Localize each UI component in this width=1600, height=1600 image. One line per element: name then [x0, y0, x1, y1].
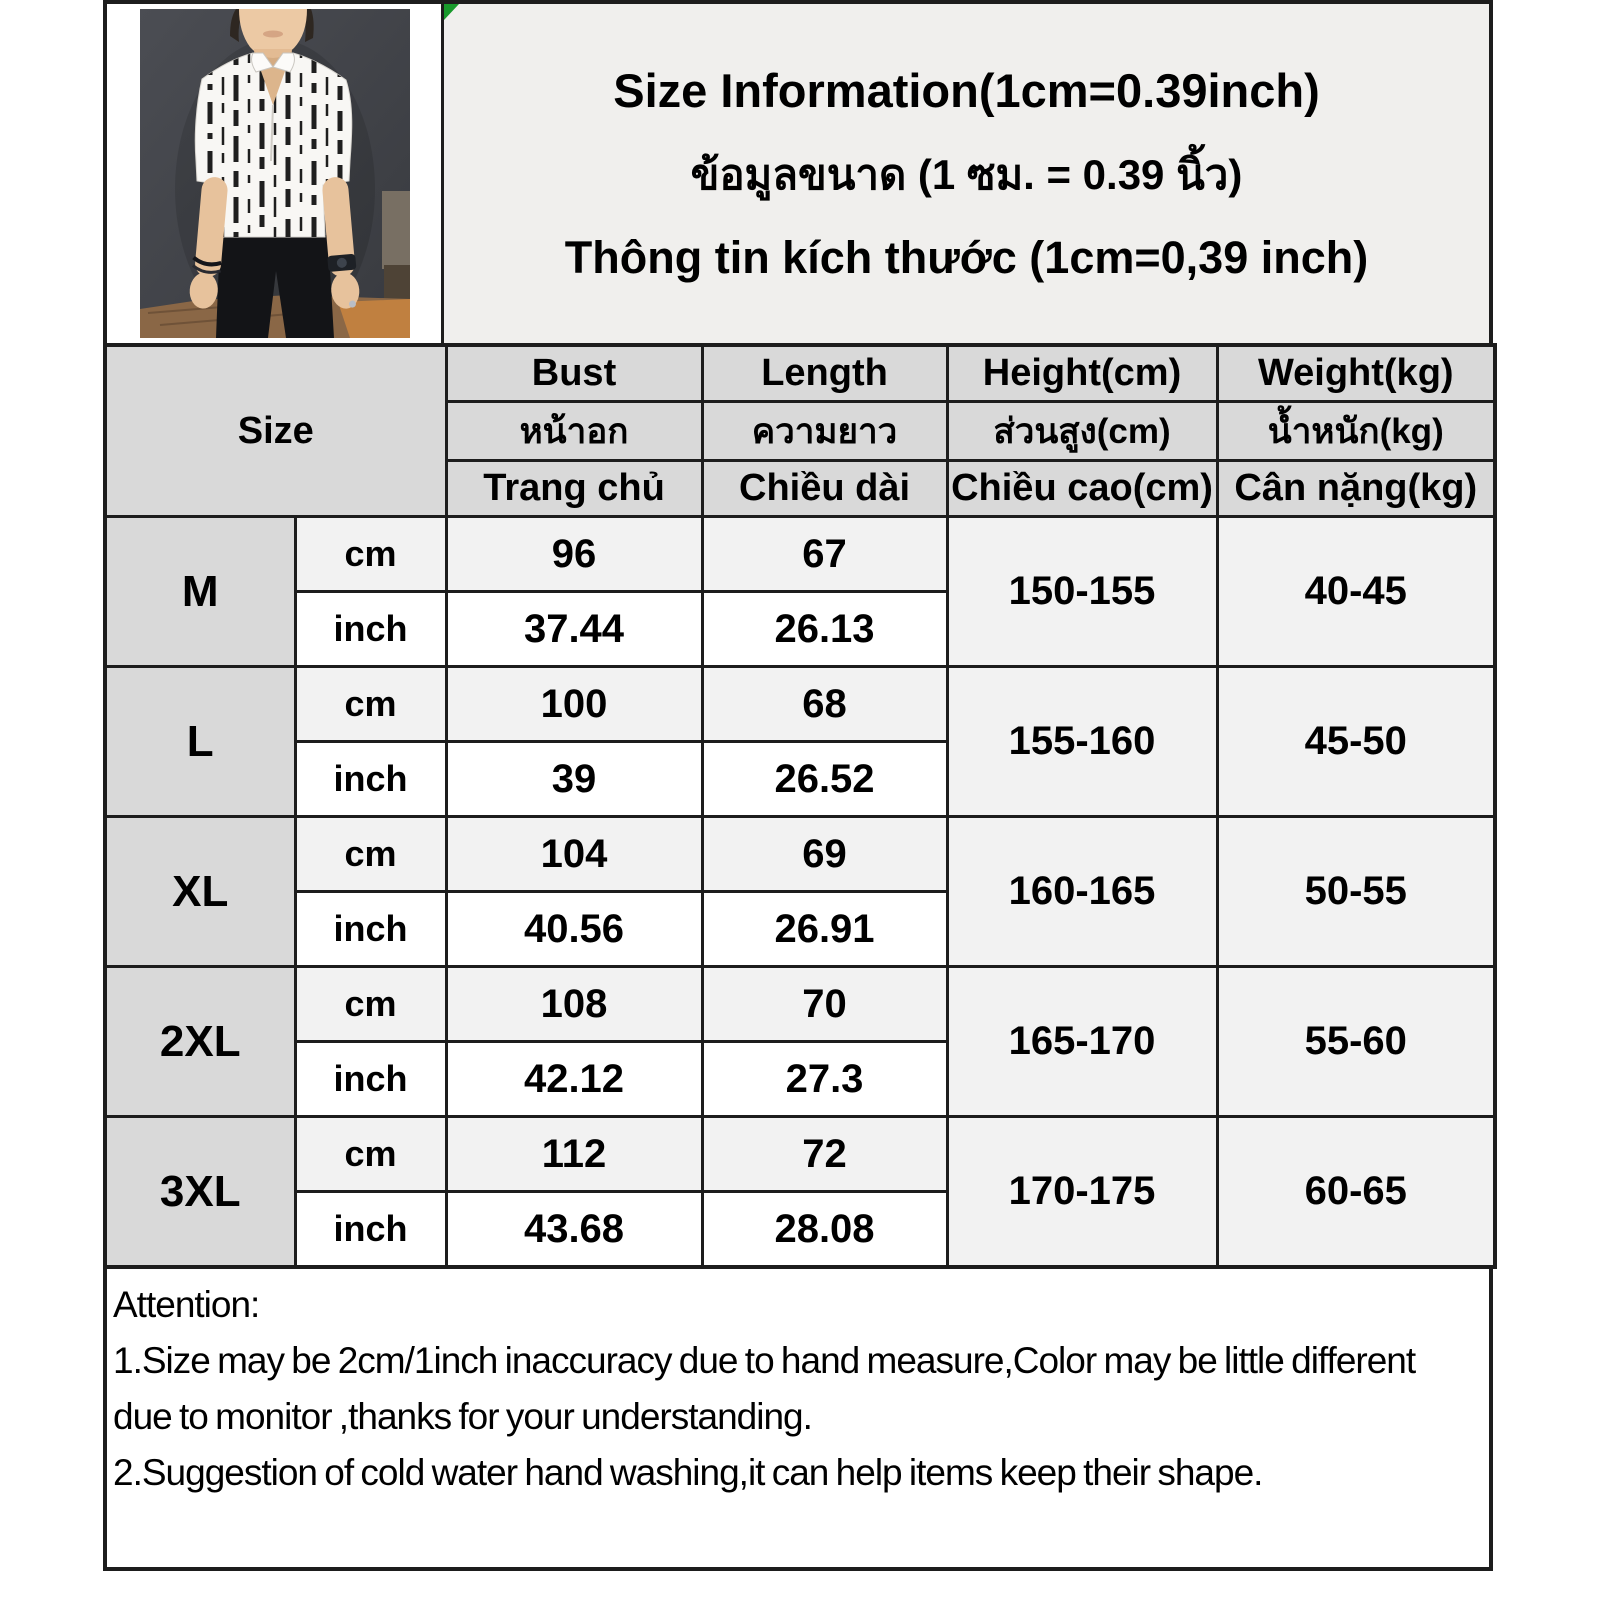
3xl-weight: 60-65: [1217, 1117, 1495, 1268]
l-weight: 45-50: [1217, 667, 1495, 817]
3xl-bust-inch: 43.68: [446, 1192, 702, 1268]
title-block: [444, 4, 1489, 343]
header-length-th: ความยาว: [702, 402, 947, 461]
photo-couch: [382, 191, 410, 269]
3xl-bust-cm: 112: [446, 1117, 702, 1192]
size-2xl: 2XL: [105, 967, 295, 1117]
unit-cm: cm: [295, 517, 446, 592]
m-bust-cm: 96: [446, 517, 702, 592]
size-xl: XL: [105, 817, 295, 967]
size-m: M: [105, 517, 295, 667]
xl-bust-cm: 104: [446, 817, 702, 892]
unit-cm: cm: [295, 967, 446, 1042]
table-row: [105, 667, 1495, 742]
size-l: L: [105, 667, 295, 817]
content-area: [103, 0, 1493, 1571]
product-photo: [140, 9, 410, 338]
title-thai: ข้อมูลขนาด (1 ซม. = 0.39 นิ้ว): [690, 151, 1243, 198]
m-weight: 40-45: [1217, 517, 1495, 667]
top-section: [103, 0, 1493, 343]
3xl-height: 170-175: [947, 1117, 1217, 1268]
unit-inch: inch: [295, 892, 446, 967]
3xl-length-inch: 28.08: [702, 1192, 947, 1268]
header-length-en: Length: [702, 345, 947, 402]
attention-heading: Attention:: [113, 1284, 260, 1325]
header-bust-en: Bust: [446, 345, 702, 402]
size-column-header: Size: [105, 345, 446, 517]
unit-inch: inch: [295, 592, 446, 667]
attention-item-2: 2.Suggestion of cold water hand washing,it can help items keep their shape.: [113, 1452, 1263, 1493]
xl-bust-inch: 40.56: [446, 892, 702, 967]
xl-height: 160-165: [947, 817, 1217, 967]
xl-weight: 50-55: [1217, 817, 1495, 967]
header-bust-vi: Trang chủ: [446, 461, 702, 517]
header-height-vi: Chiều cao(cm): [947, 461, 1217, 517]
m-length-inch: 26.13: [702, 592, 947, 667]
unit-cm: cm: [295, 817, 446, 892]
unit-inch: inch: [295, 1042, 446, 1117]
size-3xl: 3XL: [105, 1117, 295, 1268]
3xl-length-cm: 72: [702, 1117, 947, 1192]
header-weight-th: น้ำหนัก(kg): [1217, 402, 1495, 461]
header-height-th: ส่วนสูง(cm): [947, 402, 1217, 461]
xl-length-inch: 26.91: [702, 892, 947, 967]
table-row: [105, 967, 1495, 1042]
attention-item-1: 1.Size may be 2cm/1inch inaccuracy due to hand measure,Color may be little different due to monitor ,thanks for your understanding.: [113, 1340, 1416, 1437]
m-bust-inch: 37.44: [446, 592, 702, 667]
2xl-length-inch: 27.3: [702, 1042, 947, 1117]
2xl-height: 165-170: [947, 967, 1217, 1117]
2xl-length-cm: 70: [702, 967, 947, 1042]
table-row: [105, 517, 1495, 592]
table-row: [105, 1117, 1495, 1192]
2xl-bust-inch: 42.12: [446, 1042, 702, 1117]
header-height-en: Height(cm): [947, 345, 1217, 402]
m-length-cm: 67: [702, 517, 947, 592]
l-bust-inch: 39: [446, 742, 702, 817]
xl-length-cm: 69: [702, 817, 947, 892]
header-bust-th: หน้าอก: [446, 402, 702, 461]
header-weight-en: Weight(kg): [1217, 345, 1495, 402]
l-height: 155-160: [947, 667, 1217, 817]
2xl-weight: 55-60: [1217, 967, 1495, 1117]
unit-inch: inch: [295, 1192, 446, 1268]
title-english: Size Information(1cm=0.39inch): [613, 64, 1320, 117]
l-bust-cm: 100: [446, 667, 702, 742]
2xl-bust-cm: 108: [446, 967, 702, 1042]
unit-cm: cm: [295, 1117, 446, 1192]
l-length-cm: 68: [702, 667, 947, 742]
attention-box: [103, 1269, 1493, 1571]
l-length-inch: 26.52: [702, 742, 947, 817]
header-weight-vi: Cân nặng(kg): [1217, 461, 1495, 517]
m-height: 150-155: [947, 517, 1217, 667]
table-row: [105, 817, 1495, 892]
unit-cm: cm: [295, 667, 446, 742]
title-vietnamese: Thông tin kích thước (1cm=0,39 inch): [564, 232, 1369, 283]
size-table: [103, 343, 1497, 1269]
product-photo-cell: [107, 4, 444, 343]
unit-inch: inch: [295, 742, 446, 817]
green-corner-flag: [444, 4, 459, 20]
header-length-vi: Chiều dài: [702, 461, 947, 517]
